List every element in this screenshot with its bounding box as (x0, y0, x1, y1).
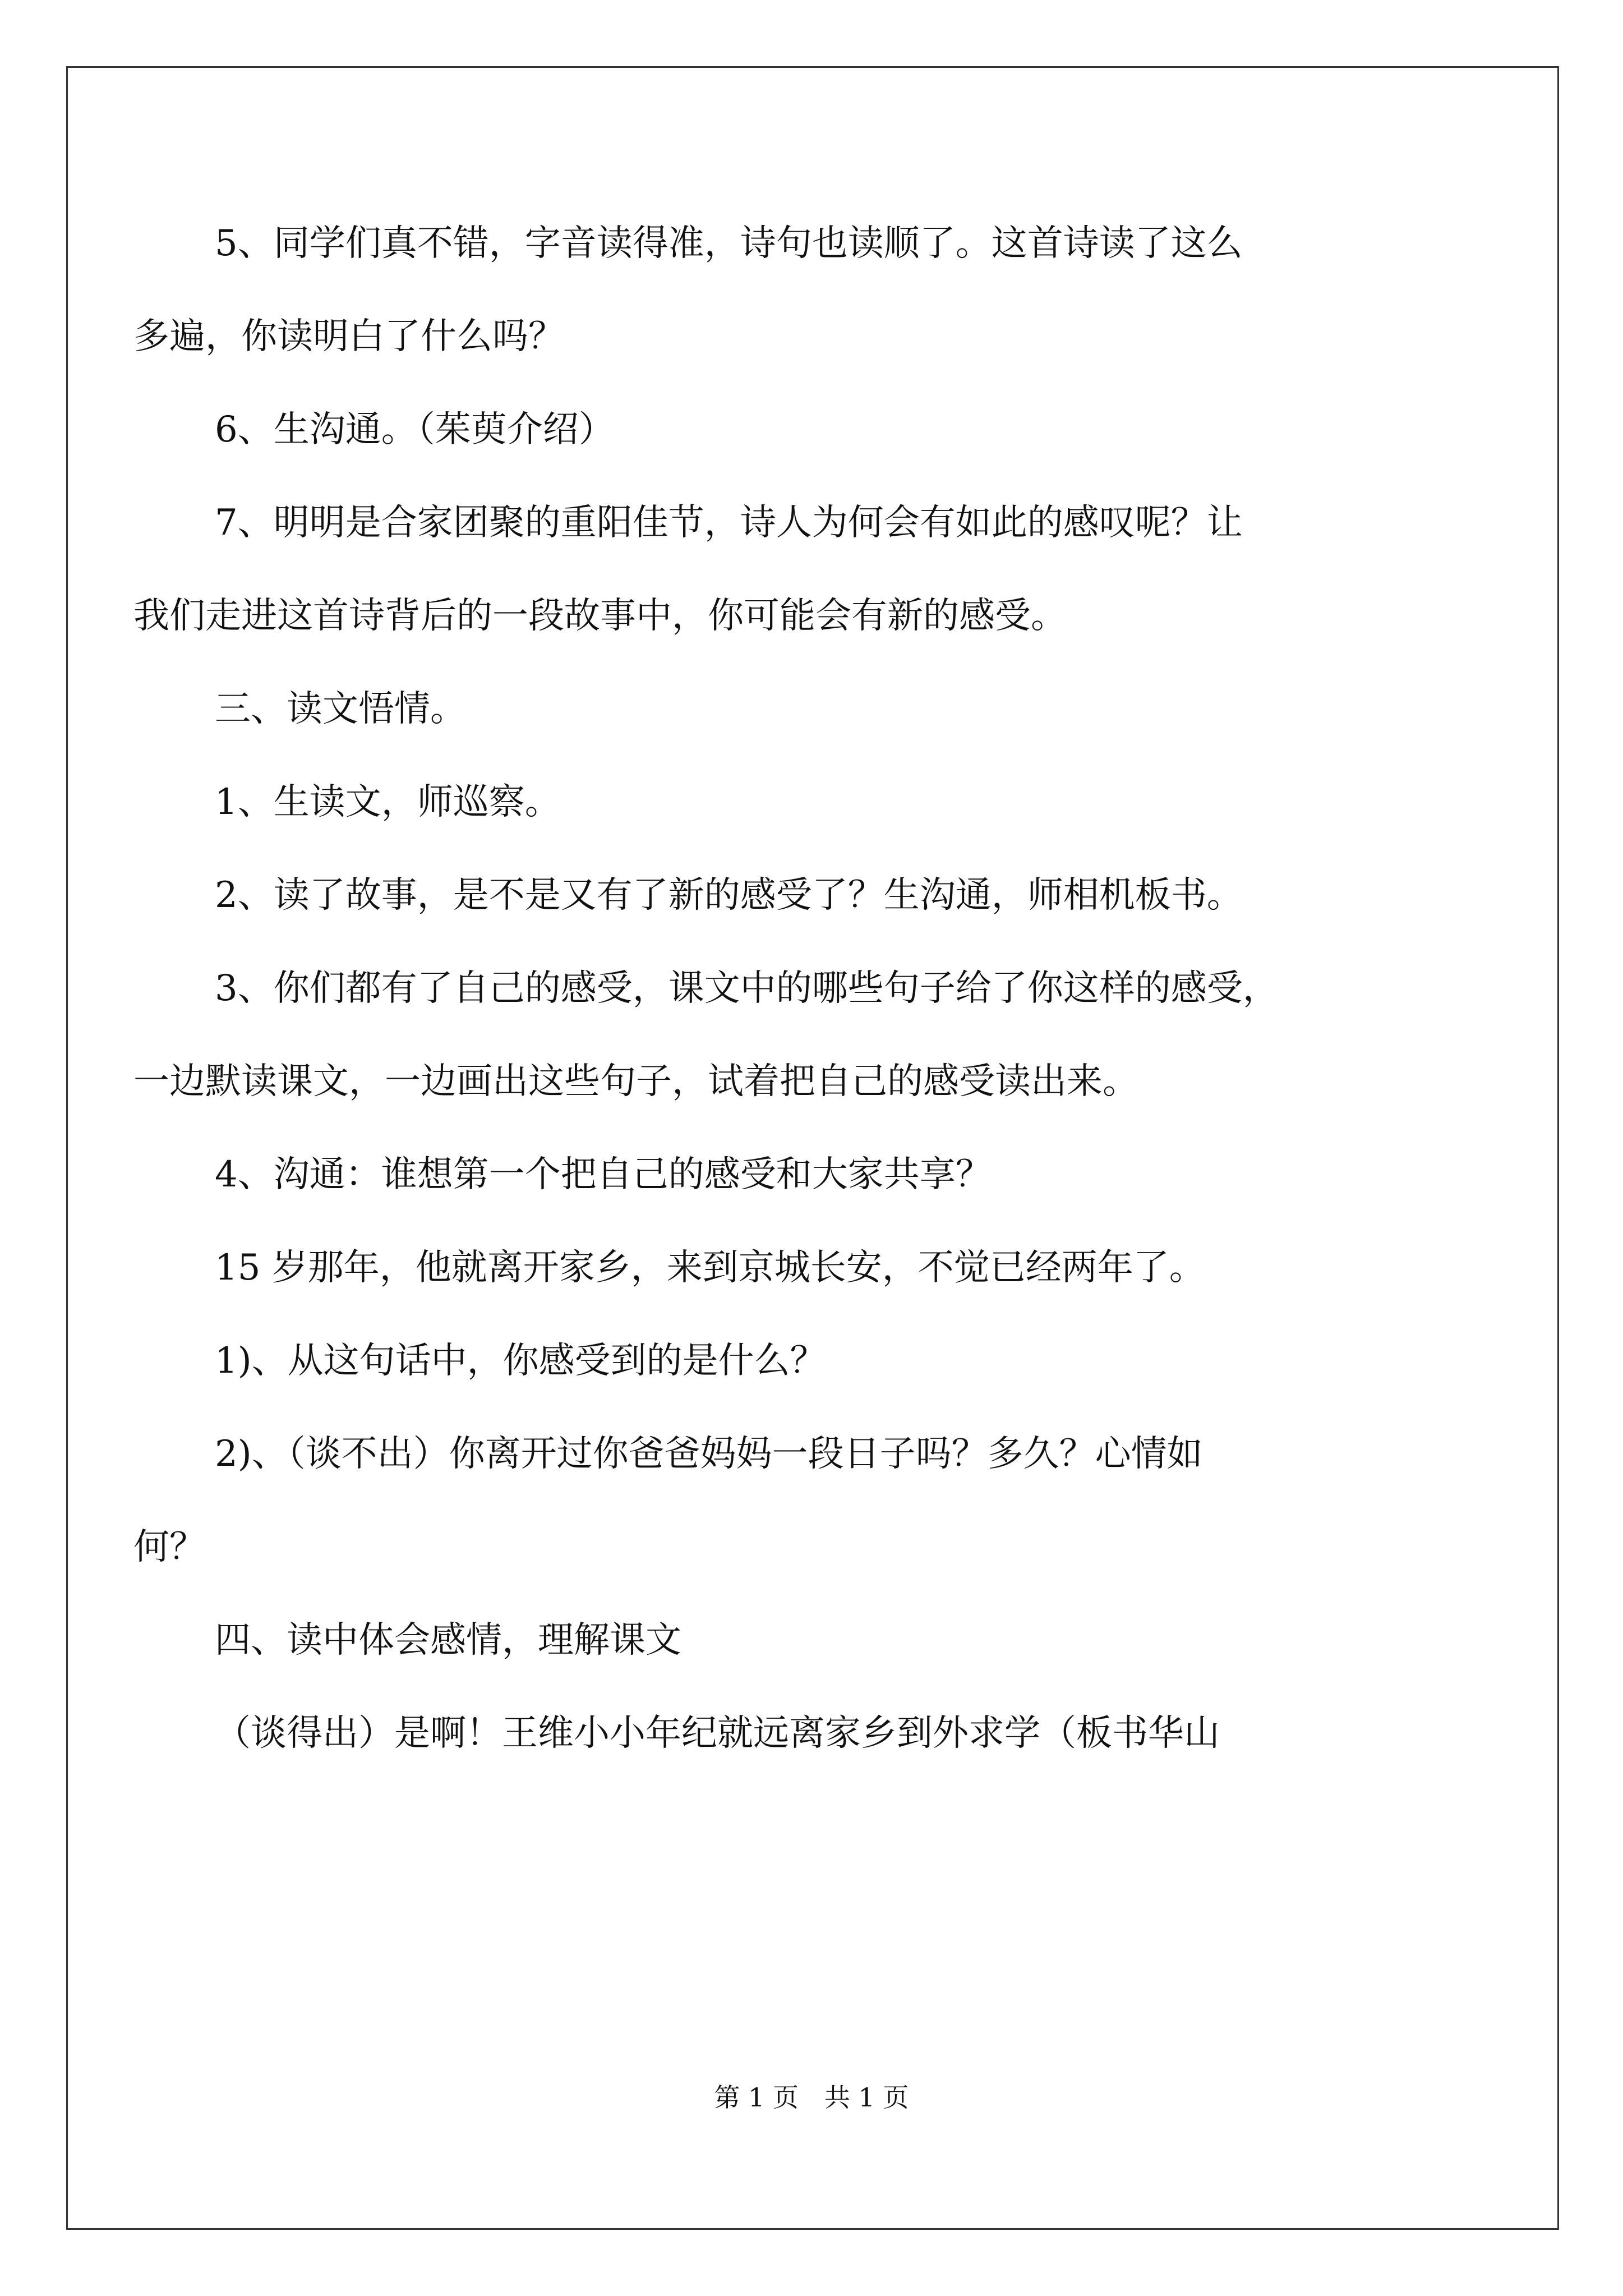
paragraph-line: 2)、（谈不出）你离开过你爸爸妈妈一段日子吗？多久？心情如 (215, 1433, 1203, 1475)
paragraph-line: 15 岁那年，他就离开家乡，来到京城长安，不觉已经两年了。 (215, 1247, 1205, 1289)
paragraph-line: 3、你们都有了自己的感受，课文中的哪些句子给了你这样的感受， (215, 968, 1279, 1009)
page-frame (66, 66, 1559, 2230)
page-footer: 第 1 页 共 1 页 (714, 2082, 909, 2113)
paragraph-line: 6、生沟通。（茱萸介绍） (215, 409, 615, 450)
paragraph-line: 1、生读文，师巡察。 (215, 781, 561, 823)
paragraph-line: 2、读了故事，是不是又有了新的感受了？生沟通，师相机板书。 (215, 875, 1243, 916)
section-heading: 四、读中体会感情，理解课文 (215, 1619, 681, 1661)
section-heading: 三、读文悟情。 (215, 688, 466, 730)
paragraph-line: 一边默读课文，一边画出这些句子，试着把自己的感受读出来。 (133, 1061, 1138, 1102)
paragraph-line: 1)、从这句话中，你感受到的是什么？ (215, 1340, 826, 1382)
paragraph-line: 5、同学们真不错，字音读得准，诗句也读顺了。这首诗读了这么 (215, 223, 1243, 264)
paragraph-line: （谈得出）是啊！王维小小年纪就远离家乡到外求学（板书华山 (215, 1713, 1220, 1754)
paragraph-line: 7、明明是合家团聚的重阳佳节，诗人为何会有如此的感叹呢？让 (215, 502, 1243, 544)
paragraph-line: 何？ (133, 1526, 205, 1568)
paragraph-line: 多遍，你读明白了什么吗？ (133, 316, 564, 357)
paragraph-line: 我们走进这首诗背后的一段故事中，你可能会有新的感受。 (133, 595, 1067, 637)
paragraph-line: 4、沟通：谁想第一个把自己的感受和大家共享？ (215, 1154, 992, 1195)
